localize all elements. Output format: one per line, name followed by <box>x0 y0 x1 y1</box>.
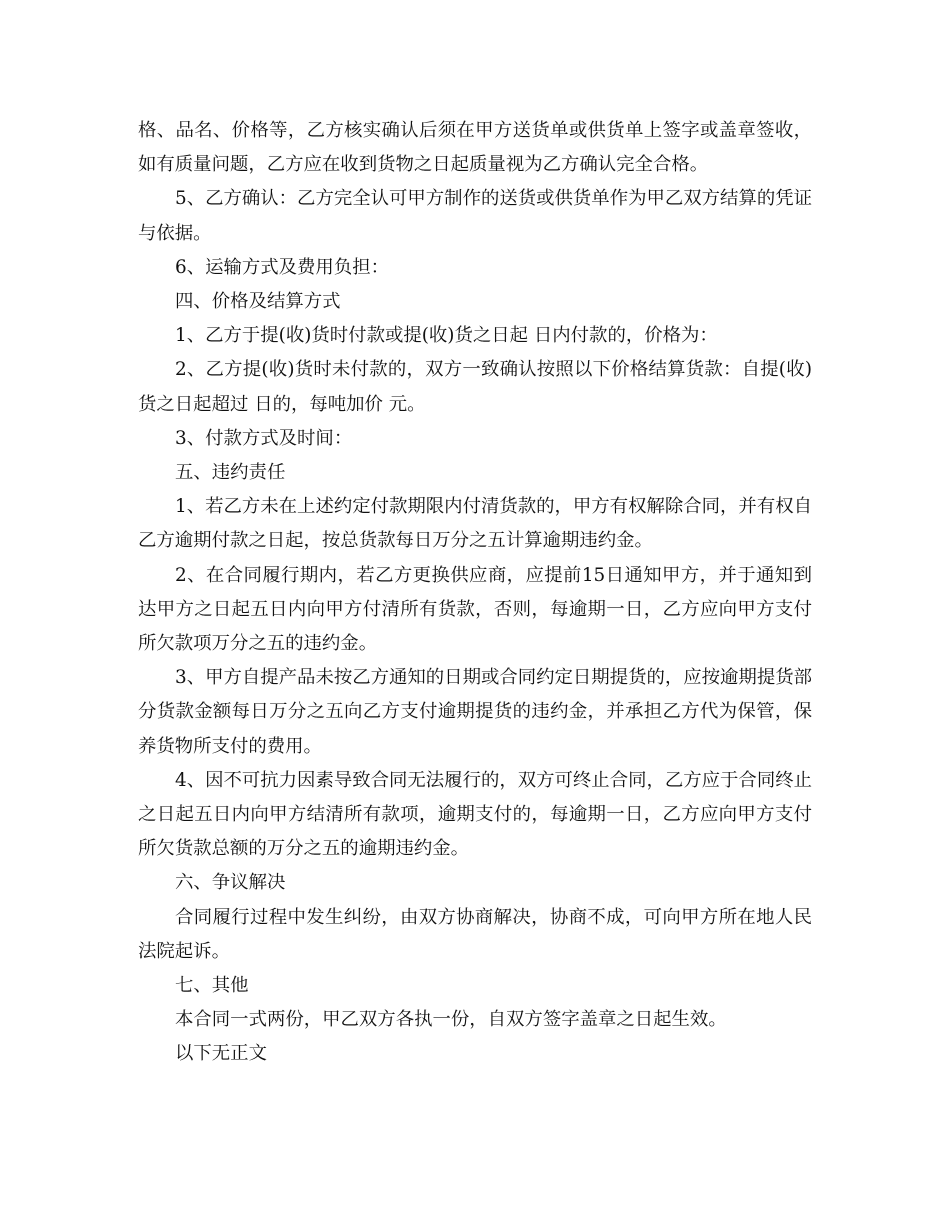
paragraph-item-continuation: 格、品名、价格等，乙方核实确认后须在甲方送货单或供货单上签字或盖章签收，如有质量问题，乙方应在收到货物之日起质量视为乙方确认完全合格。 <box>138 120 812 176</box>
paragraph-copies-effect: 本合同一式两份，甲乙双方各执一份，自双方签字盖章之日起生效。 <box>175 1009 727 1031</box>
section-heading-price-settlement: 四、价格及结算方式 <box>175 291 341 313</box>
paragraph-item-4-force-majeure: 4、因不可抗力因素导致合同无法履行的，双方可终止合同，乙方应于合同终止之日起五日内向甲方结清所有款项，逾期支付的，每逾期一日，乙方应向甲方支付所欠货款总额的万分之五的逾期违约金。 <box>138 769 812 860</box>
section-heading-dispute: 六、争议解决 <box>175 872 286 894</box>
document-body <box>138 114 812 1072</box>
paragraph-dispute-resolution: 合同履行过程中发生纠纷，由双方协商解决，协商不成，可向甲方所在地人民法院起诉。 <box>138 906 812 962</box>
paragraph-item-3-late-pickup: 3、甲方自提产品未按乙方通知的日期或合同约定日期提货的，应按逾期提货部分货款金额每日万分之五向乙方支付逾期提货的违约金，并承担乙方代为保管，保养货物所支付的费用。 <box>138 667 812 757</box>
section-heading-breach: 五、违约责任 <box>175 462 286 484</box>
paragraph-item-5-confirmation: 5、乙方确认：乙方完全认可甲方制作的送货或供货单作为甲乙双方结算的凭证与依据。 <box>138 188 812 244</box>
section-heading-other: 七、其他 <box>175 975 249 997</box>
paragraph-end-note: 以下无正文 <box>175 1043 267 1065</box>
paragraph-item-3-payment: 3、付款方式及时间： <box>175 427 353 449</box>
paragraph-item-1-late-payment: 1、若乙方未在上述约定付款期限内付清货款的，甲方有权解除合同，并有权自乙方逾期付款之日起，按总货款每日万分之五计算逾期违约金。 <box>138 496 812 552</box>
paragraph-item-2-unpaid: 2、乙方提(收)货时未付款的，双方一致确认按照以下价格结算货款：自提(收)货之日起超过 日的，每吨加价 元。 <box>138 359 812 415</box>
paragraph-item-1-price: 1、乙方于提(收)货时付款或提(收)货之日起 日内付款的，价格为： <box>175 325 718 347</box>
paragraph-item-2-supplier-change: 2、在合同履行期内，若乙方更换供应商，应提前15日通知甲方，并于通知到达甲方之日起五日内向甲方付清所有货款，否则，每逾期一日，乙方应向甲方支付所欠款项万分之五的违约金。 <box>138 564 812 655</box>
paragraph-item-6-transport: 6、运输方式及费用负担： <box>175 256 389 278</box>
